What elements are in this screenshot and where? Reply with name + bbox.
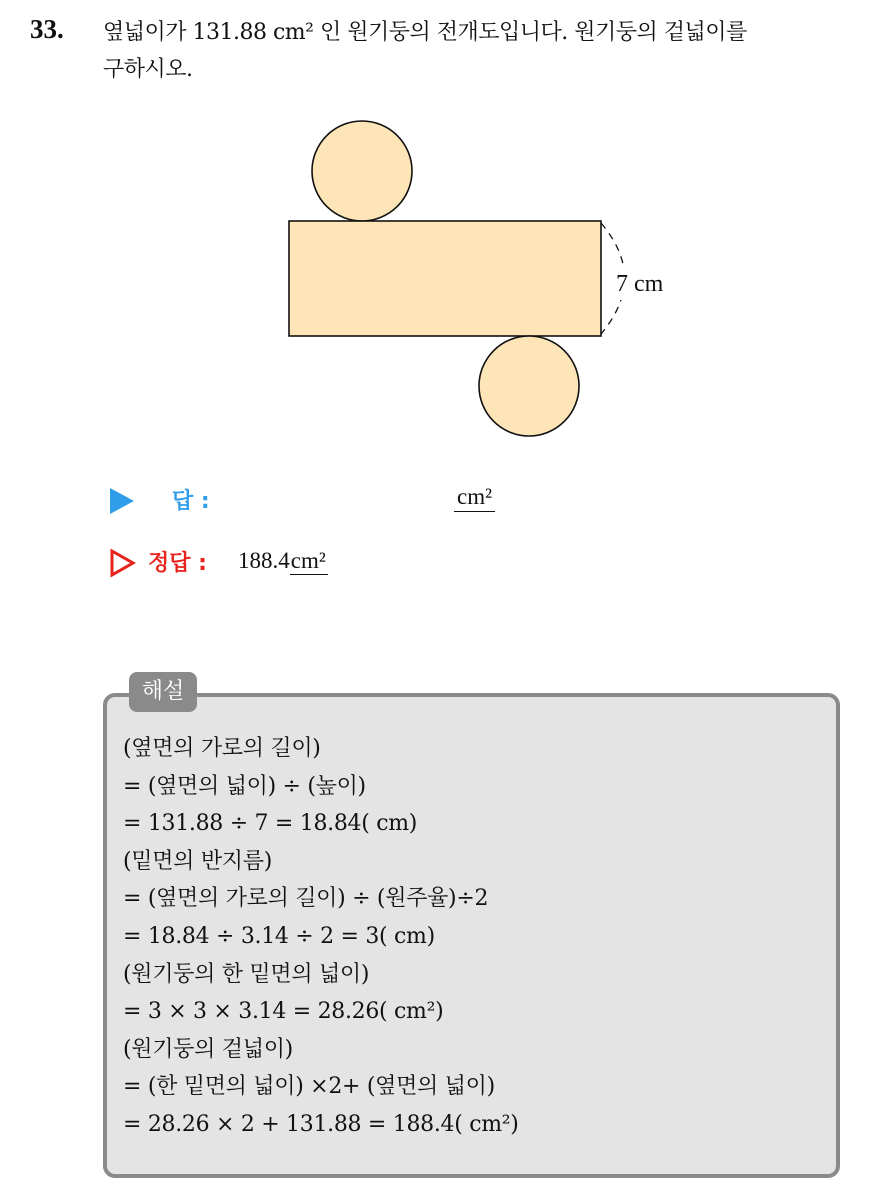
triangle-filled-icon (110, 488, 134, 514)
cylinder-net-figure (0, 0, 884, 460)
solution-line: = 3 × 3 × 3.14 = 28.26( cm²) (123, 999, 444, 1025)
answer-label: 답 : (172, 489, 210, 514)
correct-answer-value (238, 548, 328, 574)
correct-answer-label: 정답 : (148, 551, 207, 576)
solution-line: = 28.26 × 2 + 131.88 = 188.4( cm²) (123, 1111, 519, 1137)
solution-line: = 18.84 ÷ 3.14 ÷ 2 = 3( cm) (123, 923, 435, 949)
correct-answer-number: 188.4 (238, 548, 290, 573)
side-rectangle (289, 221, 601, 336)
triangle-outline-icon (110, 549, 136, 577)
solution-line: = (한 밑면의 넓이) ×2+ (옆면의 넓이) (123, 1074, 495, 1100)
solution-line: (원기둥의 한 밑면의 넓이) (123, 961, 370, 987)
question-line-1: 옆넓이가 131.88 cm² 인 원기둥의 전개도입니다. 원기둥의 겉넓이를 (103, 20, 747, 45)
solution-tab: 해설 (129, 672, 197, 712)
answer-blank[interactable] (454, 484, 495, 512)
answer-unit: cm² (457, 484, 492, 509)
solution-line: = 131.88 ÷ 7 = 18.84( cm) (123, 811, 418, 837)
solution-lines (123, 730, 833, 1144)
answer-row (110, 484, 530, 520)
solution-line: (옆면의 가로의 길이) (123, 736, 321, 761)
solution-line: (밑면의 반지름) (123, 848, 272, 874)
solution-line: = (옆면의 넓이) ÷ (높이) (123, 773, 366, 799)
solution-line: = (옆면의 가로의 길이) ÷ (원주율)÷2 (123, 886, 489, 912)
correct-answer-row (110, 546, 530, 582)
top-base-circle (312, 121, 412, 221)
question-number: 33. (30, 14, 64, 44)
correct-answer-unit: cm² (290, 548, 326, 573)
height-label: 7 cm (616, 271, 664, 297)
question-line-2: 구하시오. (103, 57, 193, 82)
bottom-base-circle (479, 336, 579, 436)
solution-line: (원기둥의 겉넓이) (123, 1036, 293, 1062)
